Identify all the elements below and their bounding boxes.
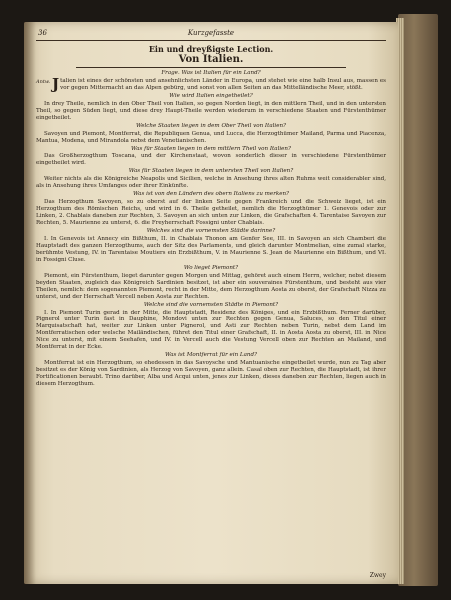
question-line: Welche sind die vornemsten Städte in Piemont?: [143, 301, 279, 308]
paragraph-text: talien ist eines der schönsten und ansehnlichsten Länder in Europa, und stehet wie eine halb Insul aus, massen es vor gegen Mitternacht an das Alpen gebürg, und sonst von allen Seiten an das Mittelländische Meer, stößt.: [60, 77, 386, 91]
drop-cap: J: [52, 74, 60, 93]
answer-paragraph: Das Herzogthum Savoyen, so zu oberst auf der linken Seite gegen Frankreich und die Schweiz lieget, ist ein Herzogthum des Römischen Reichs, und wird in 6. Theile getheilet, nemlich die Herzogthümer 1. Genevois oder zur Linken, 2. Chablais daneben zur Rechten, 3. Savoyen an sich unten zur Linken, die Grafschaften 4. Tarentaise Savoyen zur Rechten, 5. Maurienne zu unterst, 6. die Freyherrschaft Fossigni unter Chablais.: [36, 199, 386, 227]
answer-paragraph: In drey Theile, nemlich in den Ober Theil von Italien, so gegen Norden liegt, in den mittlern Theil, und in den untersten Theil, so gegen Süden liegt, und diese drey Haupt-Theile werden wiederum in verschiedene Staaten und Fürstenthümer eingetheilet.: [36, 100, 386, 121]
answer-paragraph: Piemont, ein Fürstenthum, lieget darunter gegen Morgen und Mittag, gehöret auch einem Herrn, welcher, nebst diesem beyden Staaten, zugleich das Königreich Sardinien besitzet, ist aber ein souveraines Fürstenthum, und besteht aus vier Theilen, nemlich: dem sogenannten Piemont, recht in der Mitte, dem Herzogthum Aosta zu oberst, der Grafschaft Nizza zu unterst, und der Herrschaft Vercell neben Aosta zur Rechten.: [36, 272, 386, 300]
chapter-title: Von Italien.: [178, 54, 244, 65]
question-line: Wie wird Italien eingetheilet?: [169, 92, 253, 99]
page-content: [36, 30, 386, 578]
title-rule: [76, 67, 346, 68]
answer-paragraph: Savoyen und Piemont, Montferrat, die Republiquen Genua, und Lucca, die Herzogthümer Mailand, Parma und Piacenza, Mantua, Modena, und Mirandola nebst dem Venetianischen.: [36, 130, 386, 144]
question-line: Was ist Montferrat für ein Land?: [164, 352, 258, 359]
answer-paragraph: Das Großherzogthum Toscana, und der Kirchenstaat, wovon sonderlich dieser in verschiedene Fürstenthümer eingetheilet wird.: [36, 153, 386, 167]
answer-paragraph: [36, 74, 386, 93]
gutter-shadow: [24, 22, 36, 584]
question-line: Welches sind die vornemsten Städte darinne?: [146, 228, 276, 235]
text-body: [36, 70, 386, 388]
answer-paragraph: Weiter nichts als die Königreiche Neapolis und Sicilien, welche in Ansehung ihres alten Ruhms weit considerabler sind, als in Ansehung ihres Umfanges oder ihrer Einkünfte.: [36, 176, 386, 190]
book-cover-right: [398, 14, 438, 586]
question-line: Frage. Was ist Italien für ein Land?: [161, 70, 261, 76]
answer-paragraph: I. In Piemont Turin gerad in der Mitte, die Hauptstadt, Residenz des Königes, und ein Erzbißthum. Ferner darüber, Pignerol unter Turin fast in Dauphine, Mondovi unten zur Rechten gegen Genua, Saluces, so den Titul einer Marquisatschaft hat, weiter zur Linken unter Pignerol, und Asti zur Rechten neben Turin, nebst dem Land im Montferratischen oder welsche Mailändischen, führet den Titul einer Grafschaft, II. in Aosta Aosta zu oberst, III. in Nice Nice zu unterst, mit einem Seehafen, und IV. in Vercell auch die Vestung Vercell oben zur Rechten an Mailand, und Montferrat in der Ecke.: [36, 309, 386, 351]
question-line: Welche Staaten liegen in dem Ober Theil von Italien?: [135, 122, 287, 129]
answer-marker: Antw.: [36, 78, 51, 85]
catchword: Zwey: [369, 572, 386, 580]
page-number: 36: [38, 29, 47, 37]
page-header: [36, 30, 386, 41]
answer-paragraph: Montferrat ist ein Herzogthum, so ehedessen in das Savoysche und Mantuanische eingetheilet wurde, nun zu Tag aber besitzet es der König von Sardinien, als Herzog von Savoyen, ganz allein. Casal oben zur Rechten, die Hauptstadt, ist ihrer Fortificationen beraubt. Trino darüber, Alba und Acqui unten, jenes zur Linken, dieses daneben zur Rechten, liegen auch in diesem Herzogthum.: [36, 360, 386, 388]
question-line: Was für Staaten liegen in dem mittlern Theil von Italien?: [131, 145, 291, 152]
lection-title: Ein und dreyßigste Lection.: [148, 44, 274, 54]
question-line: Was für Staaten liegen in dem untersten Theil von Italien?: [128, 168, 294, 175]
question-line: Wo lieget Piemont?: [183, 264, 239, 271]
running-head: Kurzgefasste: [187, 29, 235, 37]
question-line: Was ist von den Ländern des obern Italiens zu merken?: [132, 191, 290, 198]
answer-paragraph: I. In Genevois ist Annecy ein Bißthum, II. in Chablais Thonon am Genfer See, III. in Savoyen an sich Chamberi die Hauptstadt des ganzen Herzogthums, auch der Sitz des Parlaments, und gleich darunter Montmelian, eine zumal starke, berühmte Vestung, IV. in Tarentaise Moutiers ein Erzbißthum, V. in Maurienne S. Jean de Maurienne ein Bißthum, und VI. in Fossigni Cluse.: [36, 235, 386, 263]
